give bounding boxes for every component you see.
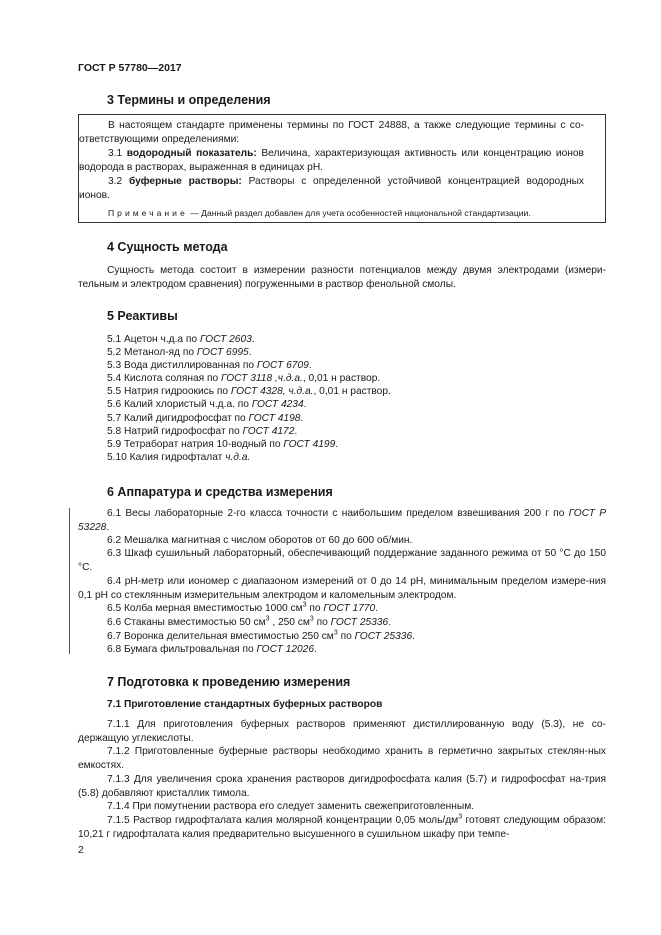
reagent-text: 5.9 Тетраборат натрия 10-водный по xyxy=(107,438,284,450)
para-7-1-3: 7.1.3 Для увеличения срока хранения растворов дигидрофосфата калия (5.7) и гидрофосфат на-трия (5.8) добавляют кристаллик тимола. xyxy=(78,774,606,799)
reagent-standard: ГОСТ 4328, ч.д.а. xyxy=(230,386,314,398)
item-6-2: 6.2 Мешалка магнитная с числом оборотов от 60 до 600 об/мин. xyxy=(107,535,413,546)
item-6-1-std: ГОСТ Р 53228 xyxy=(78,508,606,533)
term-3-2 xyxy=(79,175,584,203)
item-6-8-std: ГОСТ 12026 xyxy=(256,644,315,655)
item-6-6-mid: , 250 см xyxy=(269,617,310,628)
item-6-5 xyxy=(78,602,606,616)
reagent-text: . xyxy=(294,425,298,437)
item-6-8-end: . xyxy=(314,644,317,655)
item-6-5-std: ГОСТ 1770 xyxy=(323,603,376,614)
para-7-1-1: 7.1.1 Для приготовления буферных растворов применяют дистиллированную воду (5.3), не со-держащую углекислоты. xyxy=(78,719,606,744)
reagent-text: 5.7 Калий дигидрофосфат по xyxy=(107,412,249,424)
reagent-text: . xyxy=(308,360,312,372)
para-7-1-4: 7.1.4 При помутнении раствора его следует заменить свежеприготовленным. xyxy=(107,801,475,812)
item-6-6 xyxy=(78,616,606,630)
reagent-item xyxy=(107,398,391,411)
reagent-standard: ГОСТ 2603 xyxy=(199,334,252,345)
item-6-5-end: . xyxy=(375,603,379,614)
item-6-7-sup: 3 xyxy=(333,629,338,637)
section-6-title: 6 Аппаратура и средства измерения xyxy=(107,485,333,499)
item-6-6-end: . xyxy=(388,617,392,628)
page-number: 2 xyxy=(78,844,84,856)
item-6-5-sup: 3 xyxy=(302,601,307,609)
reagent-standard: ГОСТ 3118 ,ч.д.а. xyxy=(221,373,303,385)
item-6-6-text: 6.6 Стаканы вместимостью 50 см xyxy=(107,617,266,628)
reagent-text: 5.2 Метанол-яд по xyxy=(107,347,197,359)
terms-intro-text: В настоящем стандарте применены термины по ГОСТ 24888, а также следующие термины с со-ответствующими определениями: xyxy=(79,120,584,145)
item-6-6-sup1: 3 xyxy=(265,615,270,623)
reagent-text: 5.10 Калия гидрофталат xyxy=(107,451,226,463)
item-6-7-po: по xyxy=(337,631,355,642)
item-6-7 xyxy=(78,630,606,644)
reagent-text: 5.3 Вода дистиллированная по xyxy=(107,360,257,372)
para-7-1-5-sup: 3 xyxy=(458,813,463,821)
item-6-7-std: ГОСТ 25336 xyxy=(354,631,413,642)
reagent-text: . xyxy=(300,412,304,424)
reagent-standard: ГОСТ 6995 xyxy=(196,347,249,359)
section-7-title: 7 Подготовка к проведению измерения xyxy=(107,675,351,689)
item-6-6-po: по xyxy=(313,617,331,628)
section-3-title: 3 Термины и определения xyxy=(107,93,271,107)
reagent-item xyxy=(107,333,391,346)
reagent-item xyxy=(107,359,391,372)
change-bar xyxy=(69,508,70,654)
reagent-text: . xyxy=(251,334,255,345)
reagent-text: 5.5 Натрия гидроокись по xyxy=(107,386,231,398)
reagent-item xyxy=(107,372,391,385)
reagent-text: . xyxy=(248,347,252,359)
reagent-item xyxy=(107,438,391,451)
term-3-2-definition: Растворы с определенной устойчивой концентрацией водородных ионов. xyxy=(79,176,584,201)
document-header: ГОСТ Р 57780—2017 xyxy=(78,62,182,74)
reagent-text: 5.8 Натрий гидрофосфат по xyxy=(107,425,243,437)
para-7-1-5 xyxy=(78,814,606,842)
reagent-text: , 0,01 н раствор. xyxy=(302,373,381,385)
item-6-4: 6.4 pH-метр или иономер с диапазоном измерений от 0 до 14 pH, минимальным пределом измере-ния 0,1 pH со стеклянным измерительным электродом и каломельным электродом. xyxy=(78,576,606,601)
note-text: — Данный раздел добавлен для учета особенностей национальной стандартизации. xyxy=(190,208,531,218)
item-6-7-end: . xyxy=(412,631,415,642)
reagent-text: 5.1 Ацетон ч.д.а по xyxy=(107,334,200,345)
section-4-title: 4 Сущность метода xyxy=(107,240,228,254)
item-6-3: 6.3 Шкаф сушильный лабораторный, обеспечивающий поддержание заданного режима от 50 °С до 150 °С. xyxy=(78,548,606,573)
item-6-5-po: по xyxy=(306,603,324,614)
term-3-1-term: водородный показатель: xyxy=(126,148,257,159)
item-6-1-text: 6.1 Весы лабораторные 2-го класса точности с наибольшим пределом взвешивания 200 г по xyxy=(107,508,569,519)
note-label: Примечание xyxy=(108,208,188,218)
term-3-2-term: буферные растворы: xyxy=(128,176,242,187)
item-6-5-text: 6.5 Колба мерная вместимостью 1000 см xyxy=(107,603,303,614)
item-6-1 xyxy=(78,507,606,535)
term-3-1-number: 3.1 xyxy=(108,148,123,159)
section-5-title: 5 Реактивы xyxy=(107,309,178,323)
reagent-item xyxy=(107,425,391,438)
item-6-7-text: 6.7 Воронка делительная вместимостью 250 см xyxy=(107,631,334,642)
reagent-text: . xyxy=(303,399,307,411)
item-6-6-std: ГОСТ 25336 xyxy=(330,617,389,628)
term-3-2-number: 3.2 xyxy=(108,176,123,187)
reagents-list xyxy=(107,333,391,464)
term-3-1-definition: Величина, характеризующая активность или концентрацию ионов водорода в растворах, выраженная в единицах pH. xyxy=(79,148,584,173)
item-6-8 xyxy=(78,643,606,657)
reagent-standard: ГОСТ 4198 xyxy=(248,412,301,424)
reagent-text: , 0,01 н раствор. xyxy=(313,386,391,398)
terms-box xyxy=(78,114,606,223)
subsection-7-1-title: 7.1 Приготовление стандартных буферных растворов xyxy=(107,699,383,710)
reagent-text: 5.4 Кислота соляная по xyxy=(107,373,222,385)
reagent-item xyxy=(107,412,391,425)
reagent-standard: ГОСТ 4199 xyxy=(283,438,336,450)
reagent-text: . xyxy=(335,438,339,450)
section-4-text: Сущность метода состоит в измерении разности потенциалов между двумя электродами (измери-тельным и электродом сравнения) погруженными в раствор фенольной смолы. xyxy=(78,265,606,290)
item-6-1-end: . xyxy=(106,522,110,533)
para-7-1-5-rest: готовят следующим образом: 10,21 г гидрофталата калия предварительно высушенного в сушильном шкафу при темпе- xyxy=(78,815,606,840)
reagent-standard: ГОСТ 4234 xyxy=(251,399,304,411)
reagent-item xyxy=(107,385,391,398)
reagent-standard: ГОСТ 6709 xyxy=(256,360,309,372)
item-6-8-text: 6.8 Бумага фильтровальная по xyxy=(107,644,257,655)
terms-note xyxy=(79,206,584,220)
terms-intro xyxy=(79,119,584,147)
term-3-1 xyxy=(79,147,584,175)
reagent-standard: ч.д.а. xyxy=(225,451,251,463)
item-6-6-sup2: 3 xyxy=(309,615,314,623)
reagent-text: 5.6 Калий хлористый ч.д.а. по xyxy=(107,399,252,411)
para-7-1-2: 7.1.2 Приготовленные буферные растворы необходимо хранить в герметично закрытых стеклян-ных емкостях. xyxy=(78,746,606,771)
reagent-item xyxy=(107,346,391,359)
reagent-item xyxy=(107,451,391,464)
reagent-standard: ГОСТ 4172 xyxy=(242,425,295,437)
para-7-1-5-text: 7.1.5 Раствор гидрофталата калия молярной концентрации 0,05 моль/дм xyxy=(107,815,459,826)
